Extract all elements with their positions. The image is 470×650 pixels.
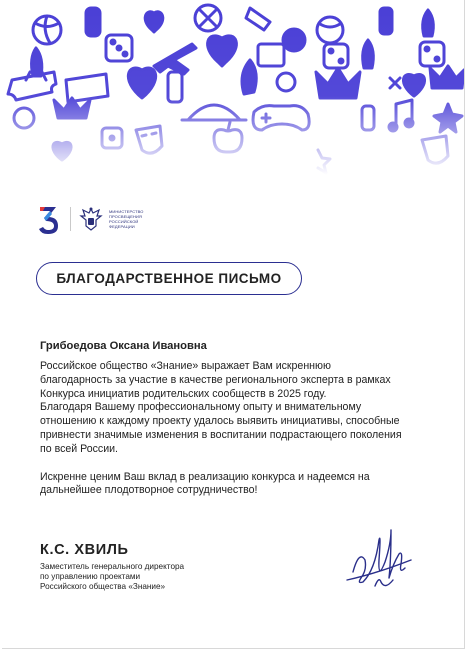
body-paragraph-2: Искренне ценим Ваш вклад в реализацию конкурса и надеемся на дальнейшее плодотворное сотрудничество! <box>40 470 370 497</box>
ministry-line-4: ФЕДЕРАЦИИ <box>109 224 135 229</box>
ministry-line-1: МИНИСТЕРСТВО <box>109 209 144 214</box>
logos-block <box>38 203 163 235</box>
letter-title: БЛАГОДАРСТВЕННОЕ ПИСЬМО <box>56 271 282 286</box>
letter-body <box>40 360 460 498</box>
signatory-name: К.С. ХВИЛЬ <box>40 542 129 558</box>
handwritten-signature <box>345 520 415 592</box>
signatory-role: Заместитель генерального директора по управлению проектами Российского общества «Знание» <box>40 562 185 591</box>
decorative-icon-pattern <box>2 0 464 175</box>
ministry-line-2: ПРОСВЕЩЕНИЯ <box>109 214 142 219</box>
znanie-logo <box>38 203 60 235</box>
logo-separator <box>70 207 71 231</box>
body-paragraph-1: Российское общество «Знание» выражает Вам искреннюю благодарность за участие в качестве регионального эксперта в рамках Конкурса инициатив родительских сообществ в 2025 году. Благодаря Вашему профессиональному опыту и внимательному отношению к каждому проекту удалось выявить инициативы, способные привнести значимые изменения в воспитании подрастающего поколения по всей России. <box>40 360 402 455</box>
ministry-line-3: РОССИЙСКОЙ <box>109 219 139 224</box>
eagle-emblem-icon <box>79 206 103 232</box>
letter-title-frame <box>36 262 302 295</box>
addressee-name: Грибоедова Оксана Ивановна <box>40 340 207 352</box>
letter-page <box>2 0 465 649</box>
ministry-name <box>109 209 163 229</box>
